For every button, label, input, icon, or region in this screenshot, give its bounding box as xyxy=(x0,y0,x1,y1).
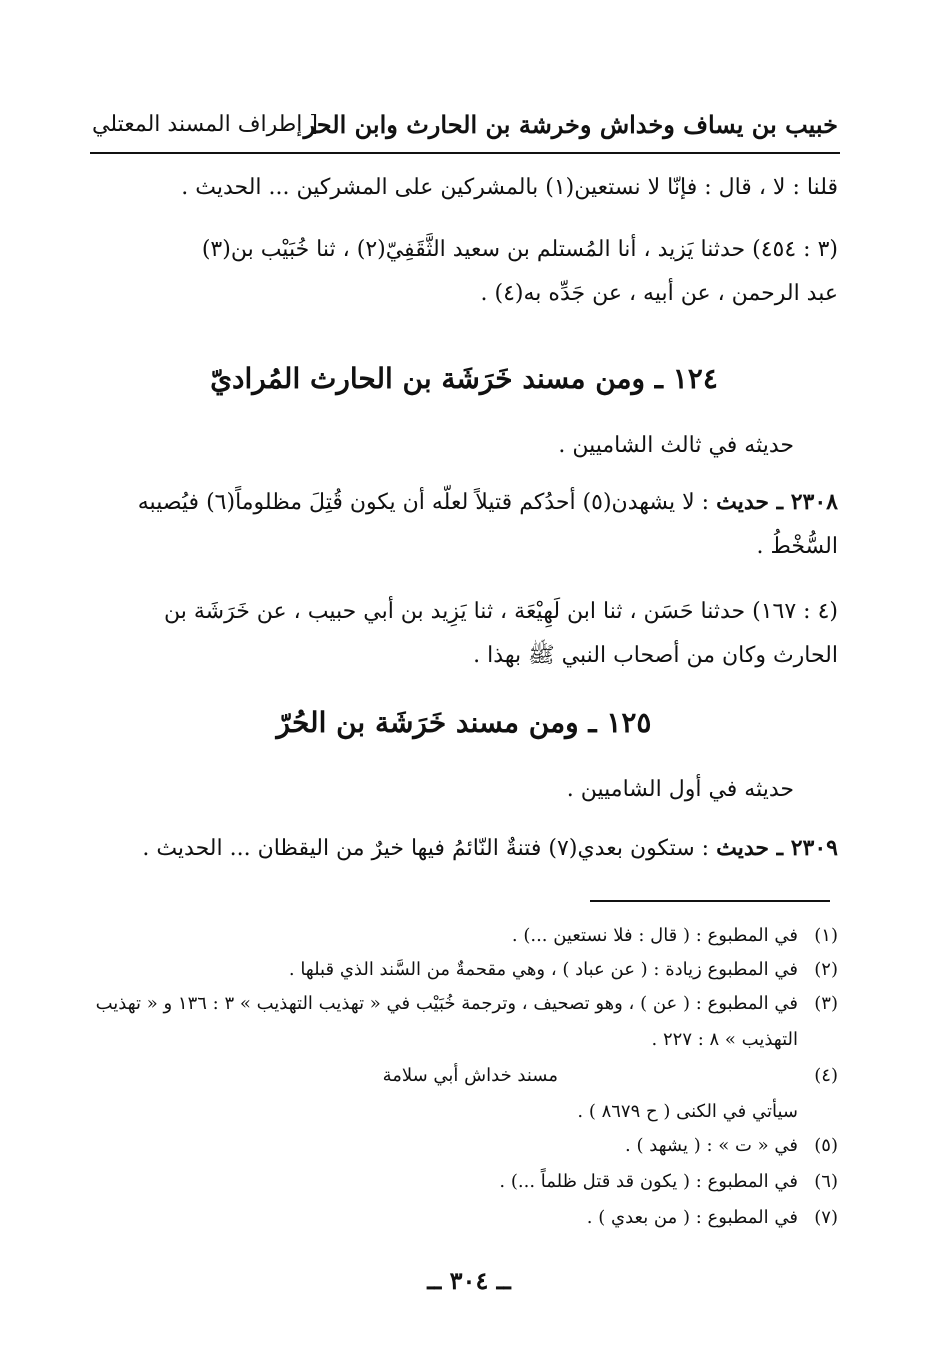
footnote xyxy=(90,952,838,988)
isnad-paragraph xyxy=(90,228,838,316)
footnote xyxy=(90,1164,838,1200)
hadith-text: : لا يشهدن(٥) أحدُكم قتيلاً لعلّه أن يكون قُتِلَ مظلوماً(٦) فيُصيبه xyxy=(137,490,717,515)
footnote xyxy=(90,1128,838,1164)
footnote-number: (٧) xyxy=(814,1207,838,1228)
isnad-paragraph xyxy=(90,590,838,678)
header-rule xyxy=(90,152,840,154)
footnote-text: في المطبوع : ( قال : فلا نستعين ...) . xyxy=(511,925,798,946)
footnote-number: (١) xyxy=(814,925,838,946)
footnote xyxy=(90,1200,838,1236)
hadith-2308 xyxy=(90,480,838,569)
section-heading-124: ١٢٤ ـ ومن مسند خَرَشَة بن الحارث المُراديّ xyxy=(210,362,718,395)
footnote-number: (٣) xyxy=(814,993,838,1014)
footnote xyxy=(90,986,838,1058)
footnote-text: في المطبوع : ( عن ) ، وهو تصحيف ، وترجمة خُبَيْب في « تهذيب التهذيب » ٣ : ١٣٦ و « تهذيب xyxy=(95,993,798,1014)
hadith-text: : ستكون بعدي(٧) فتنةٌ النّائمُ فيها خيرٌ من اليقظان ... الحديث . xyxy=(142,836,717,861)
running-header-title: خبيب بن يساف وخداش وخرشة بن الحارث وابن الحر xyxy=(303,110,838,139)
footnote-text: سيأتي في الكنى ( ح ٨٦٧٩ ) . xyxy=(577,1101,798,1122)
section-intro: حديثه في أول الشاميين . xyxy=(566,777,794,802)
footnote-text: التهذيب » ٨ : ٢٢٧ . xyxy=(651,1029,798,1050)
footnote-rule xyxy=(590,900,830,902)
footnote-text: في « ت » : ( يشهد ) . xyxy=(625,1135,798,1156)
footnote-text: مسند خداش أبي سلامة xyxy=(382,1065,558,1086)
page-number: ــ ٣٠٤ ــ xyxy=(427,1266,511,1295)
section-heading-125: ١٢٥ ـ ومن مسند خَرَشَة بن الحُرّ xyxy=(276,706,652,739)
text-line: (٣ : ٤٥٤) حدثنا يَزيد ، أنا المُستلم بن سعيد الثَّقَفِيّ(٢) ، ثنا خُبَيْب بن(٣) xyxy=(201,237,838,262)
footnote-number: (٥) xyxy=(814,1135,838,1156)
hadith-number: ٢٣٠٩ ـ حديث xyxy=(716,835,838,861)
footnote-text: في المطبوع زيادة : ( عن عباد ) ، وهي مقحمةٌ من السَّند الذي قبلها . xyxy=(288,959,798,980)
section-intro: حديثه في ثالث الشاميين . xyxy=(558,433,794,458)
text-line: عبد الرحمن ، عن أبيه ، عن جَدِّه به(٤) . xyxy=(480,281,838,306)
text-line: (٤ : ١٦٧) حدثنا حَسَن ، ثنا ابن لَهِيْعَة ، ثنا يَزِيد بن أبي حبيب ، عن خَرَشَة بن xyxy=(163,599,838,624)
hadith-text: السُّخْطُ . xyxy=(756,534,838,559)
text-line: الحارث وكان من أصحاب النبي ﷺ بهذا . xyxy=(473,643,838,668)
text-line: قلنا : لا ، قال : فإنّا لا نستعين(١) بالمشركين على المشركين ... الحديث . xyxy=(181,175,838,200)
running-header-book: [ إطراف المسند المعتلي xyxy=(92,112,318,137)
footnote xyxy=(90,918,838,954)
footnote-number: (٤) xyxy=(814,1065,838,1086)
footnote xyxy=(90,1058,838,1130)
hadith-2309 xyxy=(90,826,838,871)
hadith-number: ٢٣٠٨ ـ حديث xyxy=(716,489,838,515)
footnote-text: في المطبوع : ( من بعدي ) . xyxy=(586,1207,798,1228)
footnote-number: (٢) xyxy=(814,959,838,980)
footnote-text: في المطبوع : ( يكون قد قتل ظلماً ...) . xyxy=(499,1171,798,1192)
footnote-number: (٦) xyxy=(814,1171,838,1192)
